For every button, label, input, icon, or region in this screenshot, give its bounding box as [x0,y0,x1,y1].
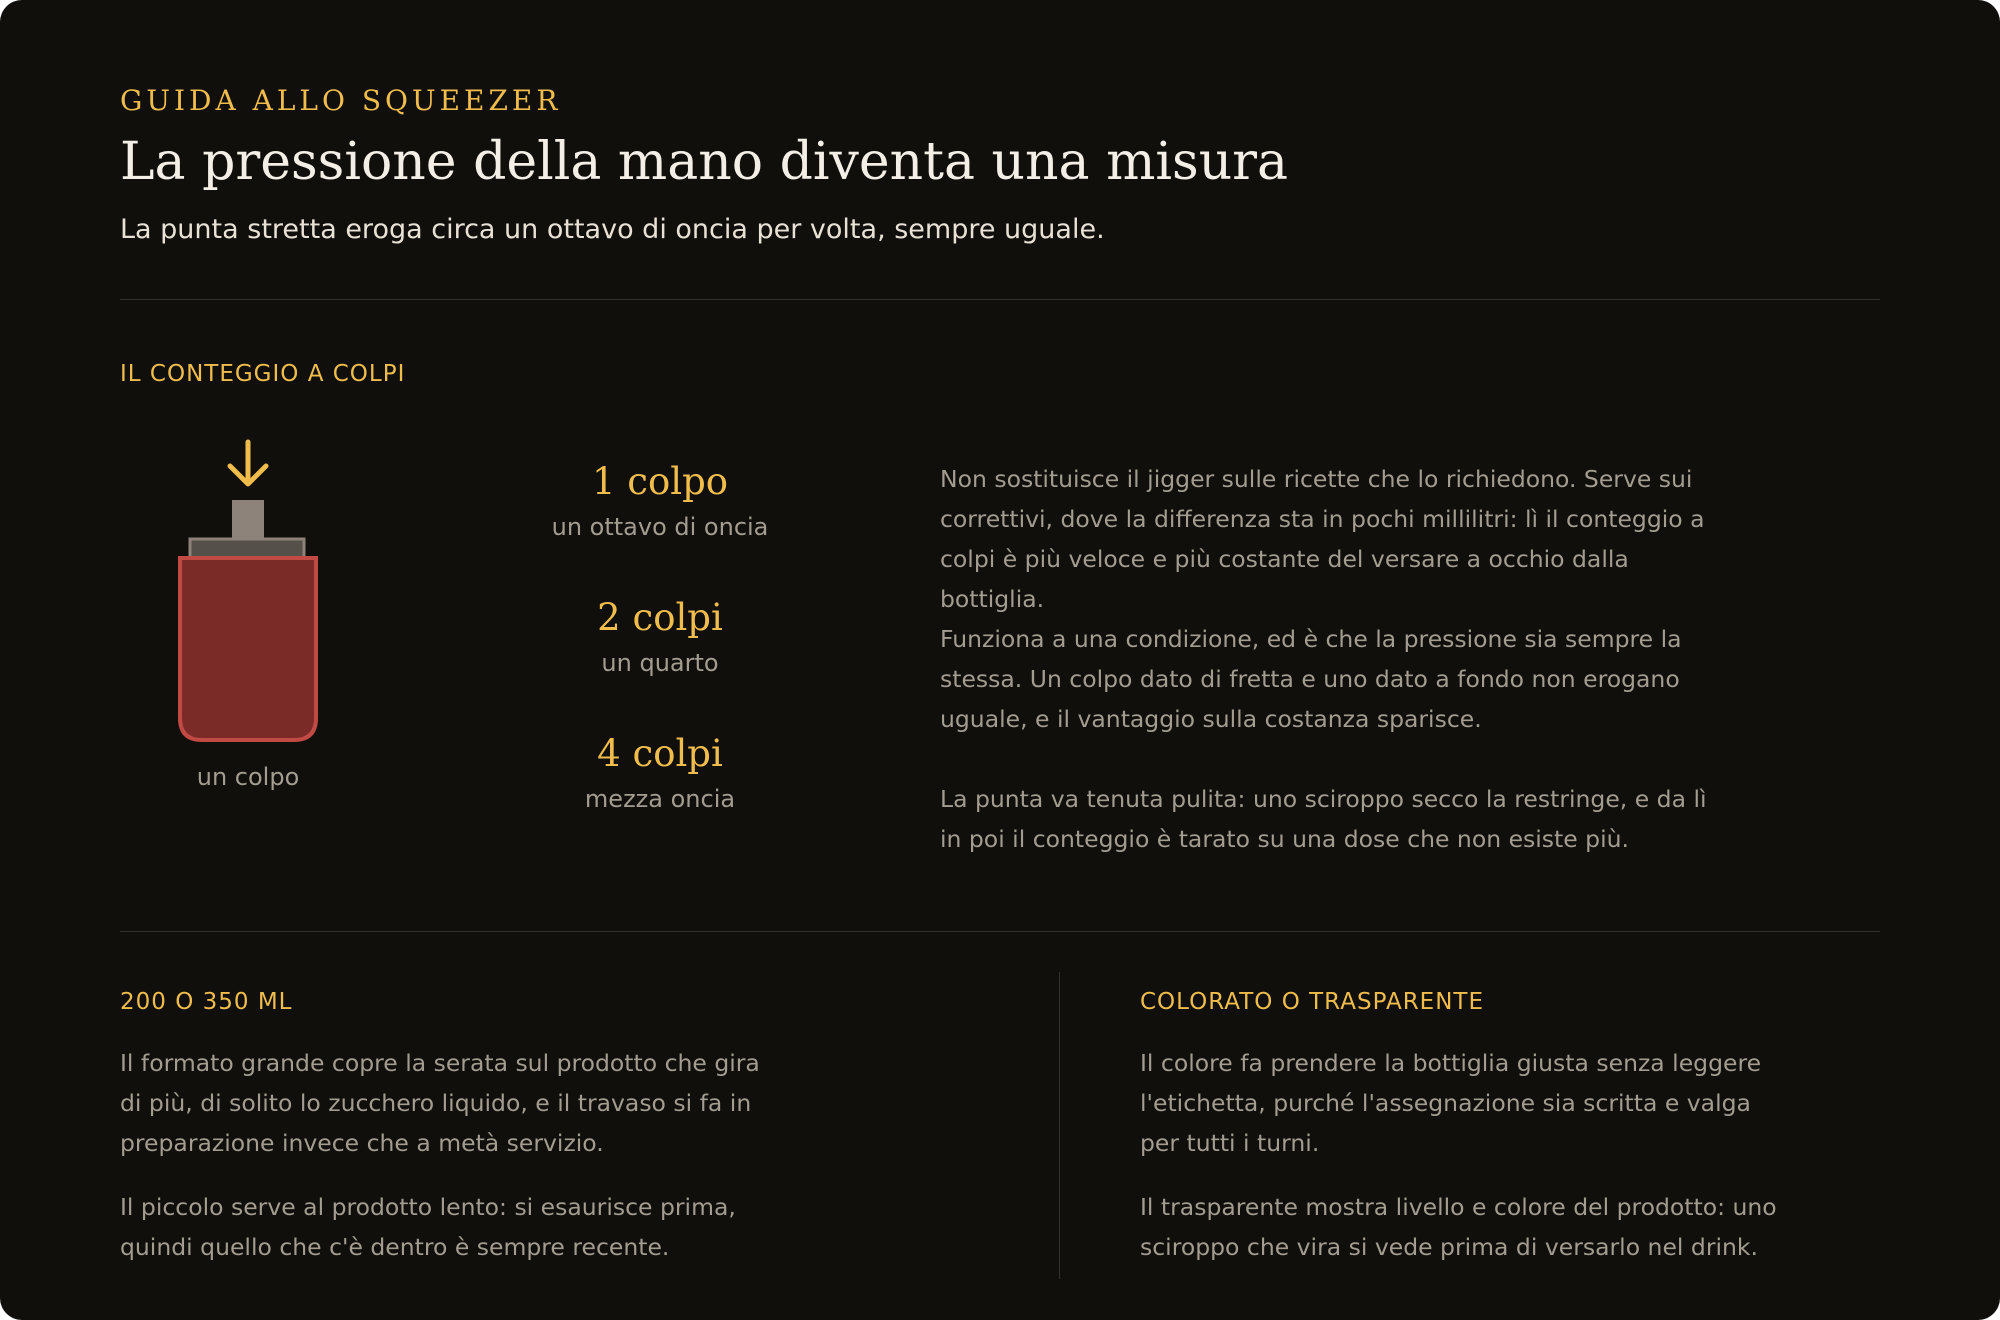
page-subtitle: La punta stretta eroga circa un ottavo di oncia per volta, sempre uguale. [120,214,1105,245]
dose-count: 4 colpi [597,732,723,775]
dose-count: 1 colpo [591,460,729,503]
color-paragraph: Il trasparente mostra livello e colore del prodotto: uno sciroppo che vira si vede prima di versarlo nel drink. [1140,1193,1777,1261]
size-paragraph: Il piccolo serve al prodotto lento: si esaurisce prima, quindi quello che c'è dentro è sempre recente. [120,1193,736,1261]
section-label-shot-count: IL CONTEGGIO A COLPI [120,361,406,387]
shot-count-paragraph: La punta va tenuta pulita: uno sciroppo secco la restringe, e da lì in poi il conteggio è tarato su una dose che non esiste più. [940,785,1707,853]
column-divider [1059,972,1060,1279]
page-title: La pressione della mano diventa una misura [120,132,1289,192]
divider [120,931,1880,932]
squeeze-bottle-icon [160,436,336,746]
size-paragraph: Il formato grande copre la serata sul prodotto che gira di più, di solito lo zucchero liquido, e il travaso si fa in preparazione invece che a metà servizio. [120,1049,760,1157]
dose-count: 2 colpi [597,596,723,639]
section-label-size: 200 O 350 ML [120,989,293,1015]
dose-description: un ottavo di oncia [551,513,769,541]
color-paragraph: Il colore fa prendere la bottiglia giusta senza leggere l'etichetta, purché l'assegnazione sia scritta e valga per tutti i turni. [1140,1049,1762,1157]
eyebrow: GUIDA ALLO SQUEEZER [120,84,562,117]
dose-item [520,460,800,541]
bottle-caption: un colpo [196,763,300,791]
dose-description: un quarto [601,649,719,677]
shot-count-paragraph: Funziona a una condizione, ed è che la pressione sia sempre la stessa. Un colpo dato di fretta e uno dato a fondo non erogano uguale, e il vantaggio sulla costanza sparisce. [940,625,1682,733]
dose-item [520,596,800,677]
dose-item [520,732,800,813]
squeeze-bottle-illustration [160,436,336,746]
dose-description: mezza oncia [584,785,736,813]
divider [120,299,1880,300]
section-label-color: COLORATO O TRASPARENTE [1140,989,1484,1015]
shot-count-paragraph: Non sostituisce il jigger sulle ricette che lo richiedono. Serve sui correttivi, dove la differenza sta in pochi millilitri: lì il conteggio a colpi è più veloce e più costante del versare a occhio dalla bottiglia. [940,465,1705,613]
arrow-down-icon [230,442,266,484]
